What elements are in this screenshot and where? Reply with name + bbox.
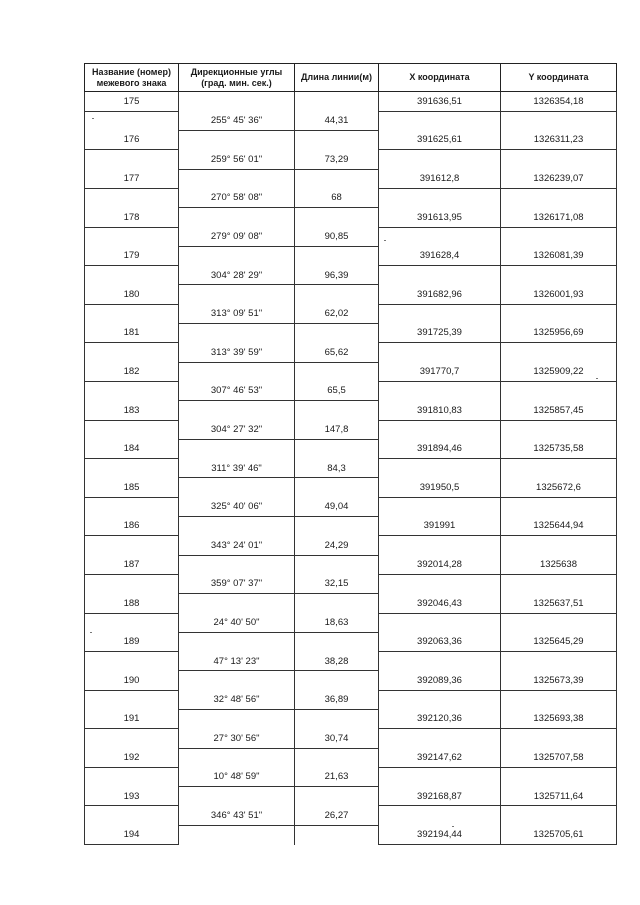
x-coordinate-cell: 391625,61 (379, 131, 501, 150)
empty-cell (379, 574, 501, 593)
marker-row (85, 401, 617, 420)
line-length-cell: 73,29 (295, 150, 379, 169)
y-coordinate-cell: 1325705,61 (501, 825, 617, 844)
empty-cell (85, 266, 179, 285)
marker-name-cell: 184 (85, 439, 179, 458)
line-length-cell: 32,15 (295, 574, 379, 593)
directional-angle-cell: 346° 43' 51" (179, 806, 295, 825)
empty-cell (501, 188, 617, 207)
directional-angle-cell: 24° 40' 50" (179, 613, 295, 632)
empty-cell (179, 748, 295, 767)
x-coordinate-cell: 391682,96 (379, 285, 501, 304)
line-row (85, 690, 617, 709)
scan-speck (90, 632, 92, 633)
x-coordinate-cell: 391770,7 (379, 362, 501, 381)
empty-cell (501, 420, 617, 439)
empty-cell (379, 690, 501, 709)
empty-cell (379, 381, 501, 400)
empty-cell (85, 188, 179, 207)
line-row (85, 266, 617, 285)
empty-cell (501, 690, 617, 709)
marker-name-cell: 193 (85, 787, 179, 806)
directional-angle-cell: 313° 09' 51" (179, 304, 295, 323)
marker-row (85, 517, 617, 536)
empty-cell (501, 767, 617, 786)
empty-cell (379, 729, 501, 748)
empty-cell (379, 150, 501, 169)
marker-row (85, 671, 617, 690)
boundary-markers-table (84, 63, 617, 845)
empty-cell (379, 767, 501, 786)
empty-cell (179, 362, 295, 381)
y-coordinate-cell: 1326354,18 (501, 92, 617, 112)
empty-cell (179, 285, 295, 304)
empty-cell (179, 439, 295, 458)
empty-cell (179, 324, 295, 343)
empty-cell (179, 710, 295, 729)
empty-cell (501, 806, 617, 825)
line-length-cell: 65,62 (295, 343, 379, 362)
y-coordinate-cell: 1326001,93 (501, 285, 617, 304)
empty-cell (501, 729, 617, 748)
empty-cell (379, 806, 501, 825)
x-coordinate-cell: 392014,28 (379, 555, 501, 574)
y-coordinate-cell: 1325909,22 (501, 362, 617, 381)
x-coordinate-cell: 392147,62 (379, 748, 501, 767)
x-coordinate-cell: 391628,4 (379, 246, 501, 265)
header-y-coordinate: Y координата (501, 64, 617, 92)
marker-name-cell: 181 (85, 324, 179, 343)
marker-row (85, 439, 617, 458)
empty-cell (179, 517, 295, 536)
directional-angle-cell: 325° 40' 06" (179, 497, 295, 516)
line-row (85, 150, 617, 169)
marker-row (85, 208, 617, 227)
empty-cell (179, 825, 295, 844)
empty-cell (501, 574, 617, 593)
empty-cell (295, 324, 379, 343)
y-coordinate-cell: 1325672,6 (501, 478, 617, 497)
line-length-cell: 36,89 (295, 690, 379, 709)
line-row (85, 304, 617, 323)
y-coordinate-cell: 1325637,51 (501, 594, 617, 613)
empty-cell (295, 439, 379, 458)
empty-cell (295, 825, 379, 844)
line-length-cell: 147,8 (295, 420, 379, 439)
y-coordinate-cell: 1326239,07 (501, 169, 617, 188)
empty-cell (295, 478, 379, 497)
y-coordinate-cell: 1325735,58 (501, 439, 617, 458)
marker-name-cell: 179 (85, 246, 179, 265)
empty-cell (85, 150, 179, 169)
x-coordinate-cell: 391612,8 (379, 169, 501, 188)
directional-angle-cell: 343° 24' 01" (179, 536, 295, 555)
line-length-cell: 68 (295, 188, 379, 207)
empty-cell (85, 497, 179, 516)
x-coordinate-cell: 391725,39 (379, 324, 501, 343)
marker-name-cell: 186 (85, 517, 179, 536)
empty-cell (295, 401, 379, 420)
header-line-length: Длина линии(м) (295, 64, 379, 92)
directional-angle-cell: 279° 09' 08" (179, 227, 295, 246)
marker-name-cell: 176 (85, 131, 179, 150)
directional-angle-cell: 304° 28' 29" (179, 266, 295, 285)
y-coordinate-cell: 1325711,64 (501, 787, 617, 806)
empty-cell (179, 401, 295, 420)
line-row (85, 497, 617, 516)
scan-speck (596, 378, 598, 379)
empty-cell (295, 517, 379, 536)
empty-cell (295, 594, 379, 613)
header-x-coordinate: Х координата (379, 64, 501, 92)
scan-speck (452, 826, 454, 827)
empty-cell (85, 806, 179, 825)
line-length-cell: 62,02 (295, 304, 379, 323)
empty-cell (85, 729, 179, 748)
empty-cell (179, 92, 295, 112)
marker-name-cell: 189 (85, 632, 179, 651)
x-coordinate-cell: 392168,87 (379, 787, 501, 806)
empty-cell (85, 304, 179, 323)
y-coordinate-cell: 1326171,08 (501, 208, 617, 227)
line-row (85, 574, 617, 593)
directional-angle-cell: 307° 46' 53" (179, 381, 295, 400)
line-row (85, 227, 617, 246)
x-coordinate-cell: 392089,36 (379, 671, 501, 690)
line-length-cell: 30,74 (295, 729, 379, 748)
empty-cell (295, 787, 379, 806)
empty-cell (179, 632, 295, 651)
marker-name-cell: 191 (85, 710, 179, 729)
empty-cell (379, 497, 501, 516)
line-length-cell: 38,28 (295, 652, 379, 671)
empty-cell (85, 420, 179, 439)
y-coordinate-cell: 1325956,69 (501, 324, 617, 343)
line-length-cell: 49,04 (295, 497, 379, 516)
empty-cell (379, 188, 501, 207)
empty-cell (379, 652, 501, 671)
line-length-cell: 26,27 (295, 806, 379, 825)
x-coordinate-cell: 392063,36 (379, 632, 501, 651)
empty-cell (501, 111, 617, 130)
directional-angle-cell: 304° 27' 32" (179, 420, 295, 439)
marker-row (85, 748, 617, 767)
x-coordinate-cell: 391950,5 (379, 478, 501, 497)
empty-cell (501, 381, 617, 400)
line-length-cell: 96,39 (295, 266, 379, 285)
empty-cell (379, 343, 501, 362)
empty-cell (179, 787, 295, 806)
empty-cell (85, 459, 179, 478)
marker-name-cell: 175 (85, 92, 179, 112)
x-coordinate-cell: 391810,83 (379, 401, 501, 420)
y-coordinate-cell: 1325638 (501, 555, 617, 574)
empty-cell (501, 266, 617, 285)
directional-angle-cell: 259° 56' 01" (179, 150, 295, 169)
marker-row (85, 594, 617, 613)
line-row (85, 613, 617, 632)
empty-cell (85, 111, 179, 130)
marker-row (85, 555, 617, 574)
marker-row (85, 324, 617, 343)
marker-row (85, 632, 617, 651)
empty-cell (379, 459, 501, 478)
x-coordinate-cell: 391894,46 (379, 439, 501, 458)
directional-angle-cell: 313° 39' 59" (179, 343, 295, 362)
directional-angle-cell: 359° 07' 37" (179, 574, 295, 593)
directional-angle-cell: 47° 13' 23" (179, 652, 295, 671)
empty-cell (379, 266, 501, 285)
table-body (85, 92, 617, 845)
empty-cell (179, 208, 295, 227)
empty-cell (295, 208, 379, 227)
scan-speck (384, 240, 386, 241)
empty-cell (295, 362, 379, 381)
line-row (85, 652, 617, 671)
table-header (85, 64, 617, 92)
empty-cell (501, 343, 617, 362)
marker-name-cell: 178 (85, 208, 179, 227)
line-length-cell: 90,85 (295, 227, 379, 246)
marker-row (85, 478, 617, 497)
y-coordinate-cell: 1326311,23 (501, 131, 617, 150)
x-coordinate-cell: 392120,36 (379, 710, 501, 729)
marker-name-cell: 188 (85, 594, 179, 613)
empty-cell (85, 227, 179, 246)
empty-cell (295, 710, 379, 729)
empty-cell (501, 150, 617, 169)
empty-cell (295, 285, 379, 304)
empty-cell (179, 671, 295, 690)
line-row (85, 420, 617, 439)
empty-cell (85, 613, 179, 632)
marker-row (85, 169, 617, 188)
x-coordinate-cell: 392194,44 (379, 825, 501, 844)
x-coordinate-cell: 391613,95 (379, 208, 501, 227)
empty-cell (179, 131, 295, 150)
directional-angle-cell: 255° 45' 36" (179, 111, 295, 130)
empty-cell (85, 536, 179, 555)
empty-cell (379, 420, 501, 439)
empty-cell (379, 111, 501, 130)
marker-name-cell: 190 (85, 671, 179, 690)
y-coordinate-cell: 1325857,45 (501, 401, 617, 420)
empty-cell (501, 497, 617, 516)
empty-cell (501, 459, 617, 478)
empty-cell (295, 671, 379, 690)
marker-name-cell: 187 (85, 555, 179, 574)
marker-name-cell: 194 (85, 825, 179, 844)
line-length-cell: 21,63 (295, 767, 379, 786)
y-coordinate-cell: 1325673,39 (501, 671, 617, 690)
marker-name-cell: 185 (85, 478, 179, 497)
empty-cell (379, 304, 501, 323)
empty-cell (295, 748, 379, 767)
header-row (85, 64, 617, 92)
line-row (85, 767, 617, 786)
header-marker-name: Название (номер) межевого знака (85, 64, 179, 92)
empty-cell (85, 767, 179, 786)
line-row (85, 729, 617, 748)
empty-cell (501, 304, 617, 323)
y-coordinate-cell: 1326081,39 (501, 246, 617, 265)
y-coordinate-cell: 1325707,58 (501, 748, 617, 767)
header-directional-angle: Дирекционные углы (град. мин. сек.) (179, 64, 295, 92)
marker-name-cell: 177 (85, 169, 179, 188)
empty-cell (179, 594, 295, 613)
empty-cell (179, 478, 295, 497)
line-row (85, 536, 617, 555)
directional-angle-cell: 311° 39' 46" (179, 459, 295, 478)
directional-angle-cell: 27° 30' 56" (179, 729, 295, 748)
empty-cell (501, 227, 617, 246)
marker-name-cell: 180 (85, 285, 179, 304)
line-length-cell: 18,63 (295, 613, 379, 632)
empty-cell (85, 652, 179, 671)
marker-row (85, 131, 617, 150)
marker-row (85, 825, 617, 844)
marker-row (85, 92, 617, 112)
marker-name-cell: 183 (85, 401, 179, 420)
line-row (85, 806, 617, 825)
empty-cell (379, 613, 501, 632)
y-coordinate-cell: 1325693,38 (501, 710, 617, 729)
line-row (85, 343, 617, 362)
empty-cell (501, 536, 617, 555)
line-length-cell: 65,5 (295, 381, 379, 400)
empty-cell (295, 555, 379, 574)
directional-angle-cell: 270° 58' 08" (179, 188, 295, 207)
empty-cell (295, 92, 379, 112)
y-coordinate-cell: 1325644,94 (501, 517, 617, 536)
empty-cell (179, 555, 295, 574)
line-length-cell: 84,3 (295, 459, 379, 478)
marker-row (85, 285, 617, 304)
empty-cell (501, 613, 617, 632)
empty-cell (85, 343, 179, 362)
x-coordinate-cell: 391991 (379, 517, 501, 536)
empty-cell (85, 690, 179, 709)
empty-cell (295, 632, 379, 651)
x-coordinate-cell: 392046,43 (379, 594, 501, 613)
directional-angle-cell: 32° 48' 56" (179, 690, 295, 709)
marker-row (85, 362, 617, 381)
y-coordinate-cell: 1325645,29 (501, 632, 617, 651)
marker-row (85, 787, 617, 806)
empty-cell (295, 131, 379, 150)
marker-row (85, 710, 617, 729)
line-row (85, 381, 617, 400)
line-length-cell: 24,29 (295, 536, 379, 555)
marker-name-cell: 182 (85, 362, 179, 381)
line-length-cell: 44,31 (295, 111, 379, 130)
empty-cell (85, 381, 179, 400)
empty-cell (179, 169, 295, 188)
marker-name-cell: 192 (85, 748, 179, 767)
empty-cell (295, 246, 379, 265)
empty-cell (379, 536, 501, 555)
empty-cell (85, 574, 179, 593)
directional-angle-cell: 10° 48' 59" (179, 767, 295, 786)
empty-cell (295, 169, 379, 188)
scan-speck (92, 118, 94, 119)
empty-cell (379, 227, 501, 246)
empty-cell (179, 246, 295, 265)
line-row (85, 111, 617, 130)
line-row (85, 459, 617, 478)
marker-row (85, 246, 617, 265)
x-coordinate-cell: 391636,51 (379, 92, 501, 112)
line-row (85, 188, 617, 207)
empty-cell (501, 652, 617, 671)
